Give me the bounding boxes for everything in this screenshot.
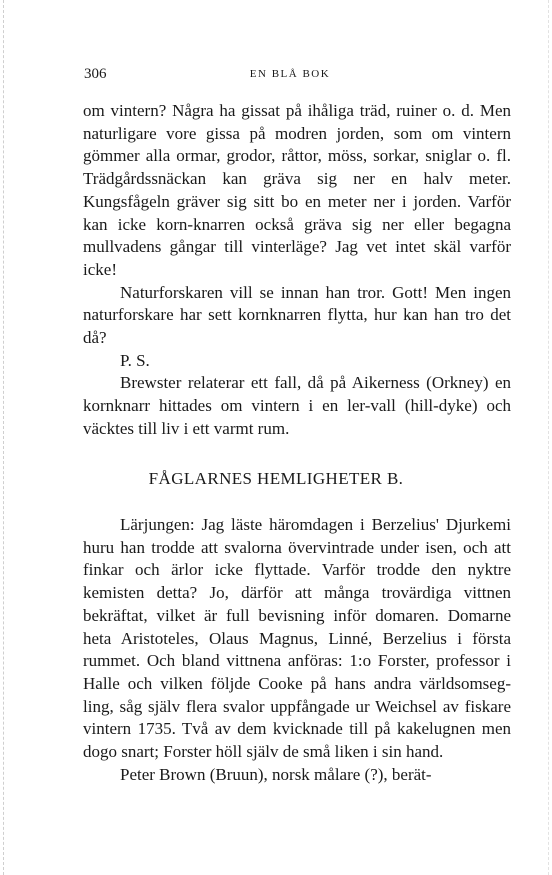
section-2-text: [83, 514, 511, 786]
running-head: EN BLÅ BOK: [249, 68, 331, 80]
paragraph: Peter Brown (Bruun), norsk målare (?), berät-: [120, 764, 432, 784]
paragraph: Lärjungen: Jag läste häromdagen i Berzelius' Djurkemi huru han trodde att svalorna övervintrade under isen, och att finkar och ärlor icke flyttade. Varför trodde den nyktre kemisten detta? Jo, därför att många trovärdiga vittnen bekräftat, vilket är full bevisning inför domaren. Domarne heta Aristoteles, Olaus Magnus, Linné, Berzelius i första rummet. Och bland vittnena anföras: 1:o Forster, professor i Halle och vilken följde Cooke på hans andra världsomseg-ling, såg själv flera svalor uppfångade ur Weichsel av fiskare vintern 1735. Två av dem kvicknade till på kakelugnen men dogo snart; Forster höll själv de små liken i sin hand.: [83, 515, 511, 762]
paragraph: Brewster relaterar ett fall, då på Aikerness (Orkney) en kornknarr hittades om vintern i en ler-vall (hill-dyke) och väcktes till liv i ett varmt rum.: [83, 373, 511, 438]
scan-edge-right: [548, 0, 549, 875]
scan-edge-left: [3, 0, 4, 875]
section-1-text: [83, 100, 511, 441]
section-heading: FÅGLARNES HEMLIGHETER B.: [148, 469, 404, 488]
postscript-label: P. S.: [120, 350, 150, 370]
paragraph: Naturforskaren vill se innan han tror. Gott! Men ingen naturforskare har sett kornknarren flytta, hur kan han tro det då?: [83, 282, 511, 348]
page-number: 306: [84, 66, 107, 82]
paragraph: om vintern? Några ha gissat på ihåliga träd, ruiner o. d. Men naturligare vore gissa på modren jorden, som om vintern gömmer alla ormar, grodor, råttor, möss, sorkar, sniglar o. fl. Trädgårdssnäckan kan gräva sig ner en halv meter. Kungsfågeln gräver sig sitt bo en meter ner i jorden. Varför kan icke korn-knarren också gräva sig ner eller begagna mullvadens gångar till vinterläge? Jag vet intet skäl varför icke!: [83, 101, 511, 279]
